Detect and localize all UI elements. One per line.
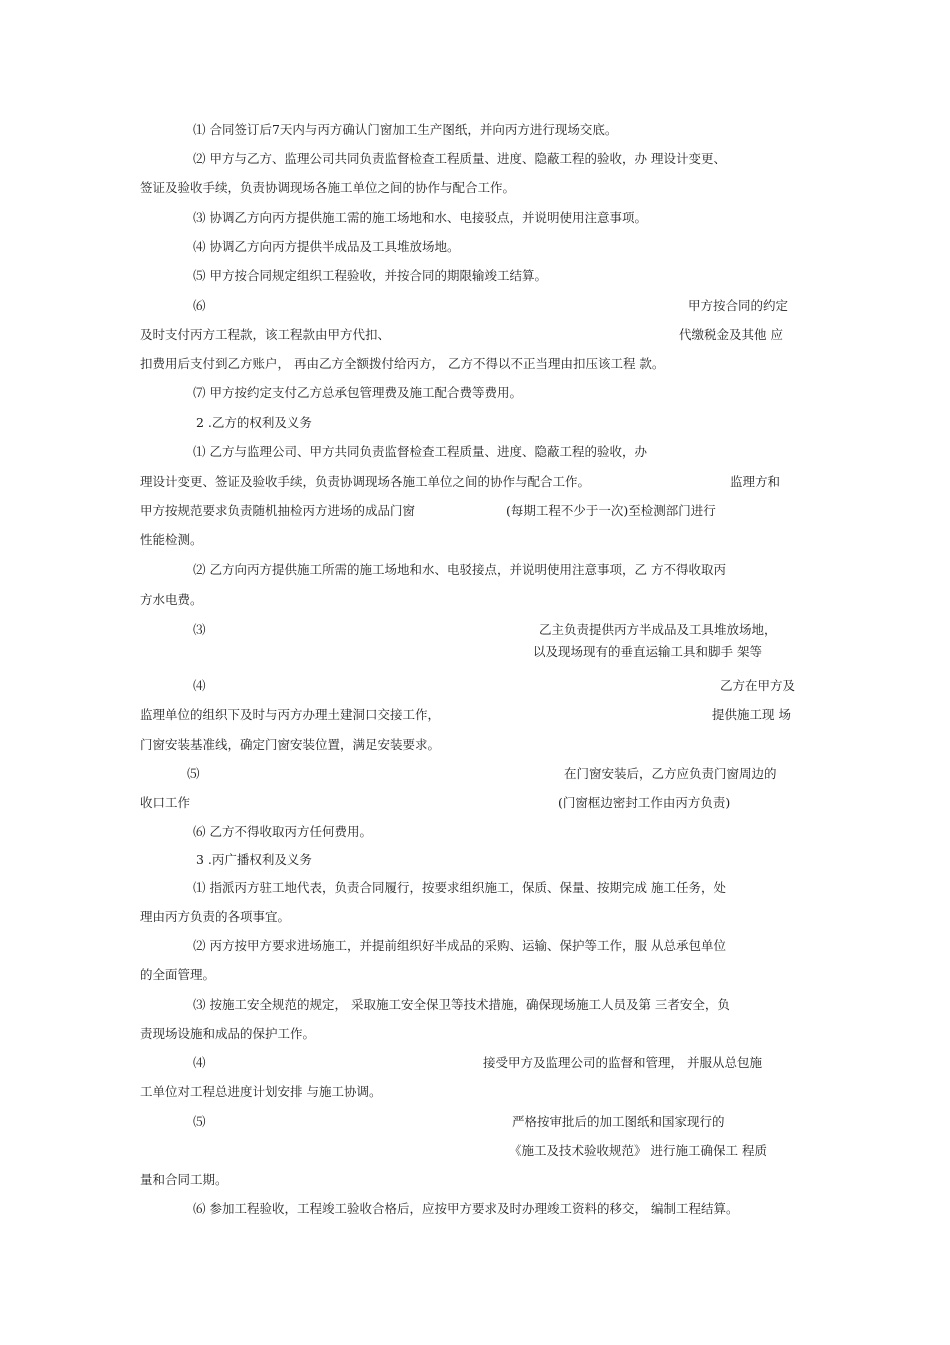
clause-b5-line2-right: (门窗框边密封工作由丙方负责)	[558, 795, 731, 810]
clause-c5-number: ⑸	[193, 1114, 206, 1129]
clause-c3-line2: 责现场设施和成品的保护工作。	[140, 1026, 316, 1041]
clause-a6-line2-left: 及时支付丙方工程款，该工程款由甲方代扣、	[140, 327, 391, 342]
clause-c5-line1: 严格按审批后的加工图纸和国家现行的	[512, 1114, 725, 1129]
clause-c1-line1: ⑴ 指派丙方驻工地代表，负责合同履行，按要求组织施工，保质、保量、按期完成 施工任务，处	[193, 880, 726, 895]
clause-b1-line2: 理设计变更、签证及验收手续，负责协调现场各施工单位之间的协作与配合工作。	[140, 474, 591, 489]
clause-b4-line1: 乙方在甲方及	[720, 678, 796, 693]
clause-a6-line1: 甲方按合同的约定	[688, 298, 789, 313]
section-heading-2: 2 .乙方的权利及义务	[196, 415, 312, 430]
clause-a2-line2: 签证及验收手续，负责协调现场各施工单位之间的协作与配合工作。	[140, 180, 516, 195]
clause-c2-line2: 的全面管理。	[140, 967, 216, 982]
clause-b5-number: ⑸	[187, 766, 200, 781]
clause-a6-number: ⑹	[193, 298, 206, 313]
clause-c3-line1: ⑶ 按施工安全规范的规定， 采取施工安全保卫等技术措施，确保现场施工人员及第 三者安全，负	[193, 997, 730, 1012]
clause-b5-line1: 在门窗安装后，乙方应负责门窗周边的	[564, 766, 777, 781]
clause-b4-number: ⑷	[193, 678, 206, 693]
clause-a2-line1: ⑵ 甲方与乙方、监理公司共同负责监督检查工程质量、进度、隐蔽工程的验收，办 理设计变更、	[193, 151, 726, 166]
clause-b1-line1: ⑴ 乙方与监理公司、甲方共同负责监督检查工程质量、进度、隐蔽工程的验收，办	[193, 444, 647, 459]
clause-a6-line3: 扣费用后支付到乙方账户， 再由乙方全额拨付给丙方， 乙方不得以不正当理由扣压该工程 款。	[140, 356, 665, 371]
clause-b1-line4: 性能检测。	[140, 532, 203, 547]
clause-c1-line2: 理由丙方负责的各项事宜。	[140, 909, 291, 924]
clause-c2-line1: ⑵ 丙方按甲方要求进场施工，并提前组织好半成品的采购、运输、保护等工作，服 从总承包单位	[193, 938, 726, 953]
clause-a5: ⑸ 甲方按合同规定组织工程验收，并按合同的期限输竣工结算。	[193, 268, 547, 283]
clause-c4-number: ⑷	[193, 1055, 206, 1070]
clause-b1-line2-right: 监理方和	[730, 474, 781, 489]
clause-a1: ⑴ 合同签订后7天内与丙方确认门窗加工生产图纸，并向丙方进行现场交底。	[193, 122, 618, 137]
clause-b4-line3: 门窗安装基准线，确定门窗安装位置，满足安装要求。	[140, 737, 441, 752]
clause-a7: ⑺ 甲方按约定支付乙方总承包管理费及施工配合费等费用。	[193, 385, 522, 400]
clause-c6: ⑹ 参加工程验收，工程竣工验收合格后，应按甲方要求及时办理竣工资料的移交， 编制工程结算。	[193, 1201, 739, 1216]
section-heading-3: 3 .丙广播权利及义务	[196, 852, 312, 867]
clause-b1-line3-left: 甲方按规范要求负责随机抽检丙方进场的成品门窗	[140, 503, 416, 518]
clause-c4-line1: 接受甲方及监理公司的监督和管理， 并服从总包施	[483, 1055, 762, 1070]
clause-c5-line2: 《施工及技术验收规范》 进行施工确保工 程质	[509, 1143, 767, 1158]
clause-b2-line1: ⑵ 乙方向丙方提供施工所需的施工场地和水、电驳接点，并说明使用注意事项，乙 方不得收取丙	[193, 562, 726, 577]
clause-b4-line2-right: 提供施工现 场	[712, 707, 791, 722]
clause-c4-line2: 工单位对工程总进度计划安排 与施工协调。	[140, 1084, 382, 1099]
clause-c5-line3: 量和合同工期。	[140, 1172, 228, 1187]
clause-b4-line2-left: 监理单位的组织下及时与丙方办理土建洞口交接工作，	[140, 707, 441, 722]
clause-b2-line2: 方水电费。	[140, 592, 203, 607]
clause-b3-line1: 乙主负责提供丙方半成品及工具堆放场地，	[539, 622, 777, 637]
clause-a4: ⑷ 协调乙方向丙方提供半成品及工具堆放场地。	[193, 239, 460, 254]
clause-b3-line2: 以及现场现有的垂直运输工具和脚手 架等	[533, 644, 762, 659]
clause-a3: ⑶ 协调乙方向丙方提供施工需的施工场地和水、电接驳点，并说明使用注意事项。	[193, 210, 647, 225]
clause-b1-line3-right: (每期工程不少于一次)至检测部门进行	[506, 503, 716, 518]
clause-b6: ⑹ 乙方不得收取丙方任何费用。	[193, 824, 372, 839]
clause-a6-line2-right: 代缴税金及其他 应	[679, 327, 783, 342]
clause-b5-line2-left: 收口工作	[140, 795, 191, 810]
clause-b3-number: ⑶	[193, 622, 206, 637]
